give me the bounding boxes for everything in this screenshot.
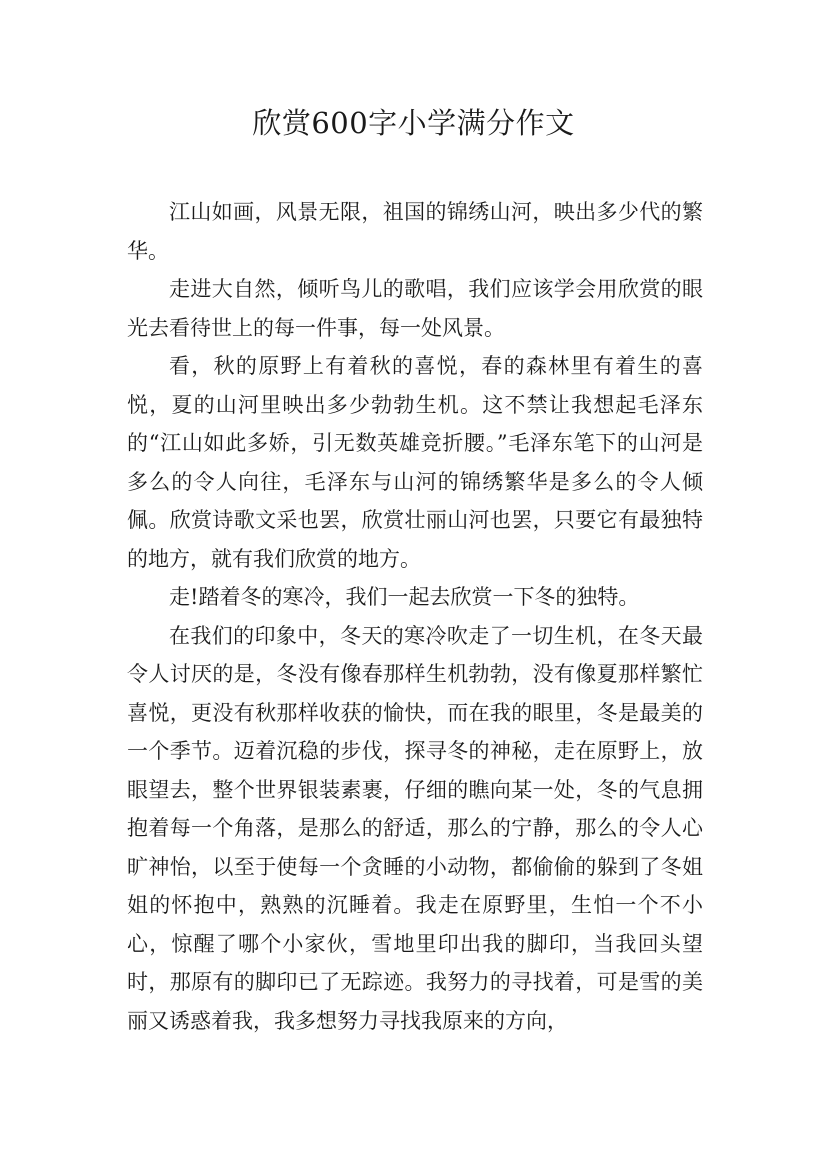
- essay-body: [127, 193, 703, 1040]
- paragraph: 走!踏着冬的寒冷，我们一起去欣赏一下冬的独特。: [169, 585, 640, 609]
- paragraph: 看，秋的原野上有着秋的喜悦，春的森林里有着生的喜悦，夏的山河里映出多少勃勃生机。这不禁让我想起毛泽东的“江山如此多娇，引无数英雄竞折腰。”毛泽东笔下的山河是多么的令人向往，毛泽东与山河的锦绣繁华是多么的令人倾佩。欣赏诗歌文采也罢，欣赏壮丽山河也罢，只要它有最独特的地方，就有我们欣赏的地方。: [127, 354, 703, 571]
- document-title: 欣赏600字小学满分作文: [252, 106, 575, 140]
- paragraph: 江山如画，风景无限，祖国的锦绣山河，映出多少代的繁华。: [127, 200, 703, 263]
- paragraph: 走进大自然，倾听鸟儿的歌唱，我们应该学会用欣赏的眼光去看待世上的每一件事，每一处风景。: [127, 277, 703, 340]
- paragraph: 在我们的印象中，冬天的寒冷吹走了一切生机，在冬天最令人讨厌的是，冬没有像春那样生机勃勃，没有像夏那样繁忙喜悦，更没有秋那样收获的愉快，而在我的眼里，冬是最美的一个季节。迈着沉稳的步伐，探寻冬的神秘，走在原野上，放眼望去，整个世界银装素裹，仔细的瞧向某一处，冬的气息拥抱着每一个角落，是那么的舒适，那么的宁静，那么的令人心旷神怡，以至于使每一个贪睡的小动物，都偷偷的躲到了冬姐姐的怀抱中，熟熟的沉睡着。我走在原野里，生怕一个不小心，惊醒了哪个小家伙，雪地里印出我的脚印，当我回头望时，那原有的脚印已了无踪迹。我努力的寻找着，可是雪的美丽又诱惑着我，我多想努力寻找我原来的方向，: [127, 623, 703, 1033]
